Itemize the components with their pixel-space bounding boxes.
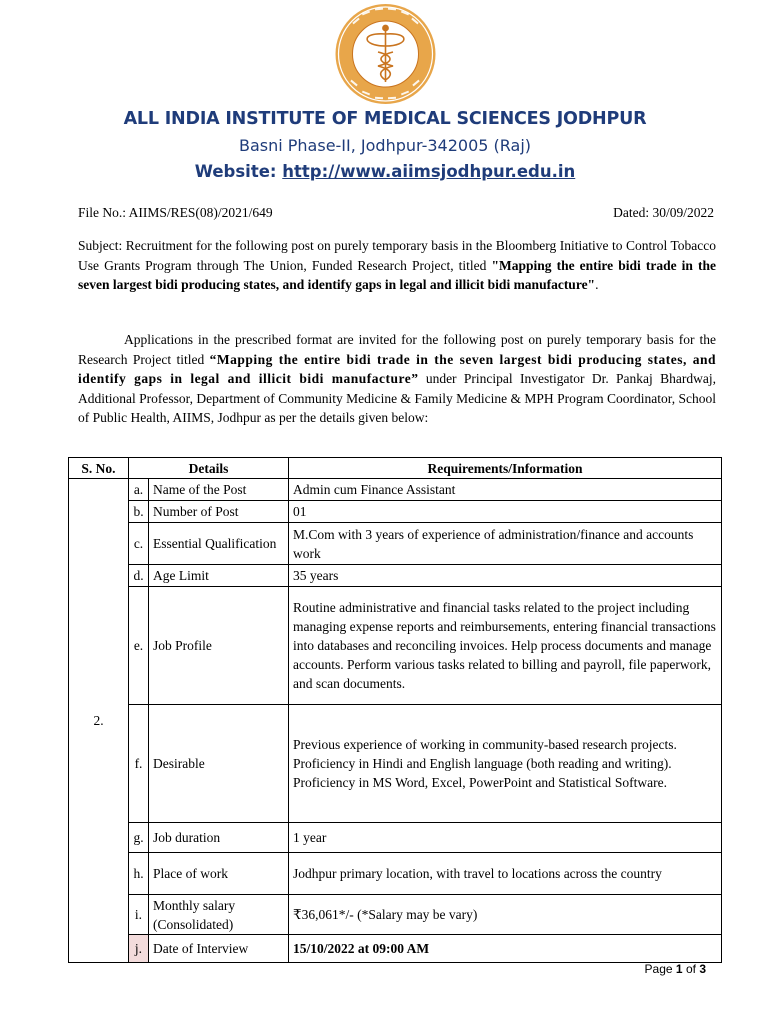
row-detail: Name of the Post [149, 479, 289, 501]
page-number [645, 962, 706, 976]
institute-name: ALL INDIA INSTITUTE OF MEDICAL SCIENCES JODHPUR [123, 109, 647, 129]
table-row [69, 479, 722, 501]
row-info: Admin cum Finance Assistant [289, 479, 722, 501]
row-detail: Monthly salary (Consolidated) [149, 895, 289, 935]
table-row [69, 895, 722, 935]
website-link[interactable]: http://www.aiimsjodhpur.edu.in [282, 162, 576, 181]
row-letter: a. [129, 479, 149, 501]
subject-project-title: "Mapping the entire bidi trade in the seven largest bidi producing states, and identify gaps in legal and illicit bidi manufacture" [78, 257, 716, 293]
desirable-line: Proficiency in MS Word, Excel, PowerPoint and Statistical Software. [293, 775, 667, 790]
row-info: 15/10/2022 at 09:00 AM [289, 935, 722, 963]
row-detail: Desirable [149, 705, 289, 823]
row-detail: Job duration [149, 823, 289, 853]
file-number: File No.: AIIMS/RES(08)/2021/649 [78, 205, 273, 220]
row-detail: Essential Qualification [149, 523, 289, 565]
row-letter: j. [129, 935, 149, 963]
row-info: ₹36,061*/- (*Salary may be vary) [289, 895, 722, 935]
header-details: Details [129, 458, 289, 479]
subject-paragraph [78, 236, 716, 295]
subject-lead: Subject: Recruitment for the following post on purely temporary basis in the Bloomberg Initiative to Control Tobacco Use Grants Program through The Union, Funded Research Project, titled [78, 238, 716, 273]
subject-end: . [595, 277, 599, 293]
row-info: M.Com with 3 years of experience of administration/finance and accounts work [289, 523, 722, 565]
requirements-table [68, 457, 722, 963]
table-row [69, 587, 722, 705]
table-row-interview [69, 935, 722, 963]
header-requirements: Requirements/Information [289, 458, 722, 479]
page-of: of [685, 962, 696, 976]
table-row [69, 853, 722, 895]
row-letter: i. [129, 895, 149, 935]
date: Dated: 30/09/2022 [613, 205, 714, 220]
row-detail: Age Limit [149, 565, 289, 587]
row-letter: h. [129, 853, 149, 895]
aiims-logo [330, 2, 441, 106]
row-info: Jodhpur primary location, with travel to locations across the country [289, 853, 722, 895]
website-line [0, 162, 770, 181]
table-row [69, 823, 722, 853]
row-info: 01 [289, 501, 722, 523]
row-letter: b. [129, 501, 149, 523]
row-letter: d. [129, 565, 149, 587]
page-current: 1 [675, 962, 683, 976]
row-info [289, 705, 722, 823]
row-detail: Date of Interview [149, 935, 289, 963]
table-row [69, 523, 722, 565]
row-letter: c. [129, 523, 149, 565]
header-sno: S. No. [69, 458, 129, 479]
table-row [69, 501, 722, 523]
intro-paragraph [78, 330, 716, 428]
table-row [69, 565, 722, 587]
row-info: Routine administrative and financial tasks related to the project including managing expense reports and reimbursements, entering financial transactions into databases and reconciling invoices. Help process documents and manage accounts. Perform various tasks related to billing and payroll, file paperwork, and scan documents. [289, 587, 722, 705]
desirable-line: Previous experience of working in community-based research projects. [293, 737, 677, 752]
row-detail: Number of Post [149, 501, 289, 523]
row-letter: e. [129, 587, 149, 705]
row-letter: g. [129, 823, 149, 853]
website-label: Website: [194, 162, 277, 181]
intro-tail: under Principal Investigator Dr. Pankaj Bhardwaj, Additional Professor, Department of Community Medicine & Family Medicine & MPH Program Coordinator, School of Public Health, AIIMS, Jodhpur as per the details given below: [78, 371, 716, 426]
page-total: 3 [699, 962, 706, 976]
row-detail: Job Profile [149, 587, 289, 705]
serial-number: 2. [69, 479, 129, 963]
row-detail: Place of work [149, 853, 289, 895]
intro-lead: Applications in the prescribed format are invited for the following post on purely temporary basis for the Research Project titled [78, 332, 716, 367]
page-label: Page [644, 962, 673, 976]
row-letter: f. [129, 705, 149, 823]
table-row [69, 705, 722, 823]
intro-project-title: “Mapping the entire bidi trade in the seven largest bidi producing states, and identify gaps in legal and illicit bidi manufacture” [78, 351, 716, 387]
row-info: 1 year [289, 823, 722, 853]
institute-address: Basni Phase-II, Jodhpur-342005 (Raj) [238, 136, 532, 155]
desirable-line: Proficiency in Hindi and English language (both reading and writing). [293, 756, 672, 771]
row-info: 35 years [289, 565, 722, 587]
table-header-row [69, 458, 722, 479]
